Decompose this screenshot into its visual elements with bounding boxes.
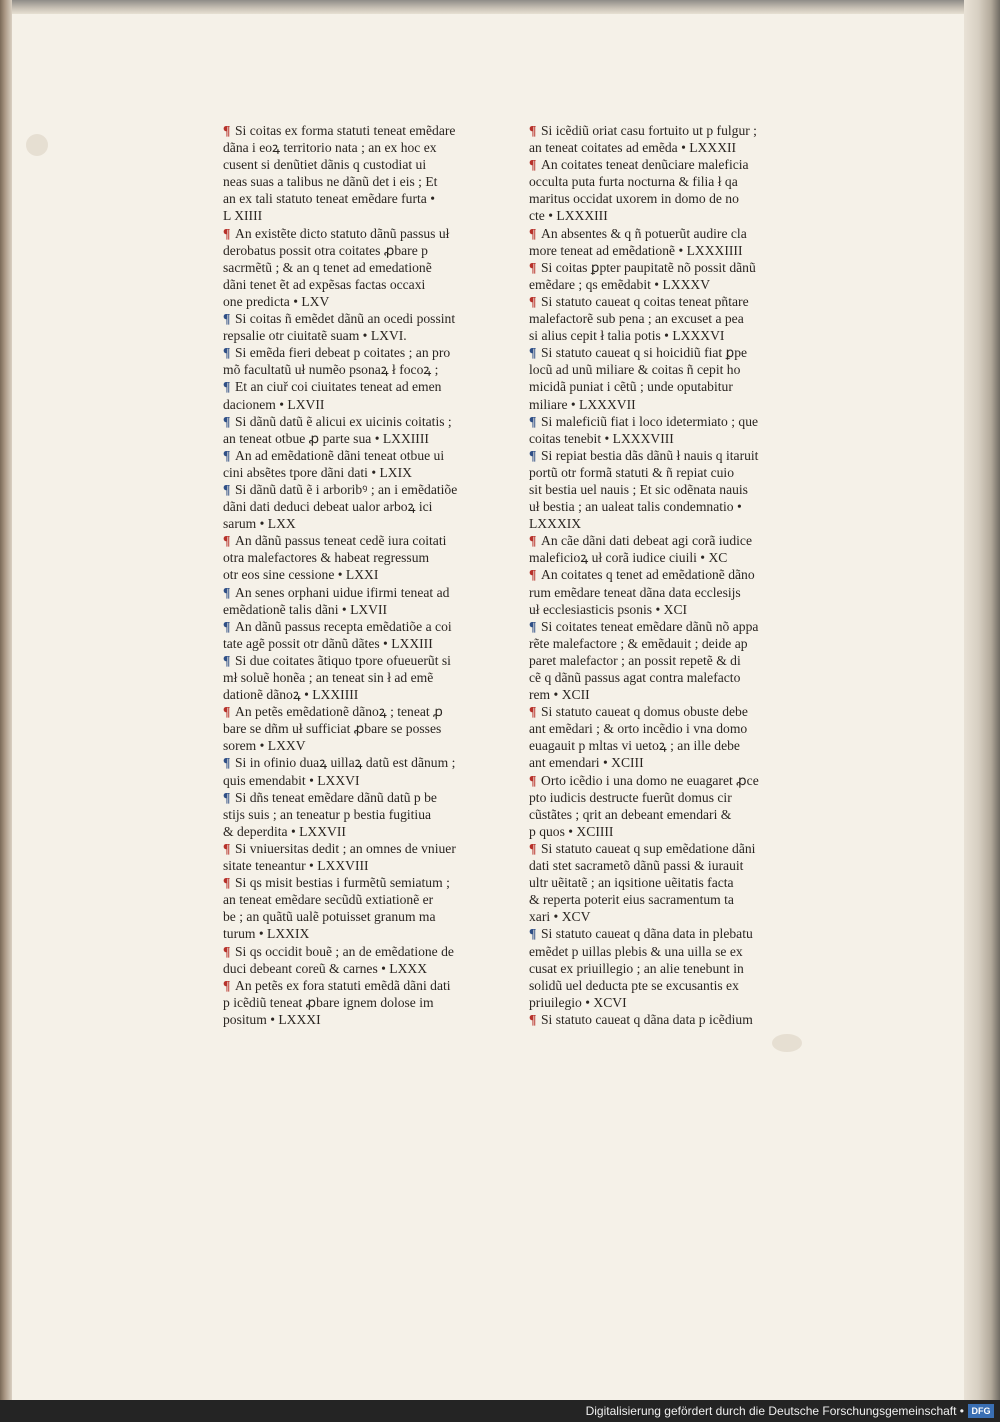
text-line-content: pto iudicis destructe fuerũt domus cir [529,789,732,805]
text-line-content: miliare • LXXXVII [529,396,636,412]
text-line-content: An petẽs emẽdationẽ dãnoꝝ ; teneat ꝓ [235,704,443,720]
text-line-content: sit bestia uel nauis ; Et sic odẽnata nauis [529,481,748,497]
text-line-content: Si statuto caueat q domus obuste debe [541,704,748,720]
text-line-content: dationẽ dãnoꝝ • LXXIIII [223,687,359,703]
text-line-content: quis emendabit • LXXVI [223,772,360,788]
text-line-content: dati stet sacrametõ dãnũ passi & iurauit [529,858,744,874]
text-line-content: rem • XCII [529,687,590,703]
text-line [529,515,791,532]
text-line-content: bare se dñm uł sufficiat ꝓbare se posses [223,721,442,737]
text-line-content: Si repiat bestia dãs dãnũ ł nauis q itaruit [541,447,759,463]
text-line [223,173,493,190]
rubric-paragraph-mark: ¶ [529,345,537,361]
rubric-paragraph-mark: ¶ [529,225,537,241]
text-line-content: An coitates teneat denũciare maleficia [541,157,749,173]
text-line [529,481,791,498]
rubric-paragraph-mark: ¶ [529,447,537,463]
text-line [223,190,493,207]
text-line [529,549,791,566]
rubric-paragraph-mark: ¶ [529,567,537,583]
text-line-content: xari • XCV [529,909,591,925]
text-line [223,618,493,635]
text-line [223,635,493,652]
text-line-content: tate agẽ possit otr dãnũ dãtes • LXXIII [223,635,433,651]
text-line [529,652,791,669]
text-line-content: L XIIII [223,208,263,224]
text-line-content: positum • LXXXI [223,1011,321,1027]
rubric-paragraph-mark: ¶ [223,413,231,429]
rubric-paragraph-mark: ¶ [529,704,537,720]
text-line [529,686,791,703]
text-line-content: an ex tali statuto teneat emẽdare furta • [223,191,435,207]
text-line [223,943,493,960]
text-line-content: si alius cepit ł talia potis • LXXXVI [529,328,725,344]
rubric-paragraph-mark: ¶ [223,704,231,720]
text-line-content: An senes orphani uidue ifirmi teneat ad [235,584,450,600]
text-line [529,789,791,806]
text-line-content: Orto icẽdio i una domo ne euagaret ꝓce [541,772,759,788]
text-line [223,549,493,566]
text-line [223,327,493,344]
rubric-paragraph-mark: ¶ [223,840,231,856]
text-line-content: Si dãnũ datũ ẽ i arboribꝰ ; an i emẽdatiõe [235,481,458,497]
text-line [223,464,493,481]
rubric-paragraph-mark: ¶ [529,840,537,856]
text-line-content: & deperdita • LXXVII [223,823,346,839]
text-line-content: An dãnũ passus teneat cedẽ iura coitati [235,533,447,549]
text-line [529,173,791,190]
text-line [223,703,493,720]
text-line-content: An ad emẽdationẽ dãni teneat otbue ui [235,447,445,463]
text-line-content: occulta puta furta nocturna & filia ł qa [529,174,738,190]
text-line-content: An coitates q tenet ad emẽdationẽ dãno [541,567,755,583]
text-line-content: mł soluẽ honẽa ; an teneat sin ł ad emẽ [223,670,434,685]
text-line [529,669,791,686]
text-line-content: cẽ q dãnũ passus agat contra malefacto [529,670,741,685]
text-line-content: uł bestia ; an ualeat talis condemnatio • [529,499,742,515]
rubric-paragraph-mark: ¶ [529,123,537,138]
text-line [529,344,791,361]
text-line [223,430,493,447]
text-line-content: Si statuto caueat q dãna data in plebatu [541,926,753,942]
text-line-content: sarum • LXX [223,516,296,532]
text-line [223,532,493,549]
text-line-content: Si qs occidit bouẽ ; an de emẽdatione de [235,943,454,959]
text-line-content: Et an ciuř coi ciuitates teneat ad emen [235,379,442,395]
text-line-content: Si statuto caueat q sup emẽdatione dãni [541,840,756,856]
rubric-paragraph-mark: ¶ [223,123,231,138]
rubric-paragraph-mark: ¶ [223,345,231,361]
text-line-content: derobatus possit otra coitates ꝓbare p [223,242,428,258]
text-line-content: Si statuto caueat q dãna data p icẽdium [541,1011,753,1027]
text-line [223,806,493,823]
text-line [529,1011,791,1028]
rubric-paragraph-mark: ¶ [223,943,231,959]
text-line-content: rum emẽdare teneat dãna data ecclesijs [529,584,741,600]
text-line [529,891,791,908]
text-line [529,413,791,430]
text-line [529,207,791,224]
text-line [223,840,493,857]
text-line [529,925,791,942]
rubric-paragraph-mark: ¶ [223,652,231,668]
rubric-paragraph-mark: ¶ [529,772,537,788]
text-line [529,943,791,960]
text-line-content: an teneat coitates ad emẽda • LXXXII [529,140,737,156]
text-line-content: turum • LXXIX [223,926,310,942]
text-line-content: otra malefactores & habeat regressum [223,550,430,566]
text-line-content: repsalie otr ciuitatẽ suam • LXVI. [223,328,407,344]
text-line [223,652,493,669]
text-line-content: p icẽdiũ teneat ꝓbare ignem dolose im [223,994,434,1010]
text-line-content: portũ otr formã statuti & ñ repiat cuio [529,464,734,480]
text-line-content: LXXXIX [529,516,582,532]
text-line [223,259,493,276]
text-line [529,156,791,173]
text-line [223,310,493,327]
rubric-paragraph-mark: ¶ [529,259,537,275]
text-line [529,840,791,857]
text-line [223,1011,493,1028]
text-line [223,156,493,173]
text-line-content: cũstãtes ; qrit an debeant emendari & [529,806,732,822]
text-line-content: rẽte malefactore ; & emẽdauit ; deide ap [529,635,748,651]
rubric-paragraph-mark: ¶ [223,789,231,805]
text-line-content: dacionem • LXVII [223,396,325,412]
text-line-content: more teneat ad emẽdationẽ • LXXXIIII [529,242,743,258]
text-line [529,430,791,447]
text-line [529,703,791,720]
rubric-paragraph-mark: ¶ [223,311,231,327]
rubric-paragraph-mark: ¶ [529,157,537,173]
text-line [529,276,791,293]
text-line [529,327,791,344]
text-line-content: solidũ uel deducta pte se excusantis ex [529,977,739,993]
text-line-content: An dãnũ passus recepta emẽdatiõe a coi [235,618,452,634]
text-line-content: one predicta • LXV [223,293,330,309]
text-line [223,754,493,771]
rubric-paragraph-mark: ¶ [223,533,231,549]
text-line-content: dãna i eoꝝ territorio nata ; an ex hoc ex [223,140,437,156]
text-line-content: malefactorẽ sub pena ; an excuset a pea [529,311,744,327]
rubric-paragraph-mark: ¶ [223,618,231,634]
text-line [223,925,493,942]
rubric-paragraph-mark: ¶ [529,293,537,309]
text-line [529,498,791,515]
left-binding-edge [0,0,12,1400]
rubric-paragraph-mark: ¶ [223,379,231,395]
text-line-content: paret malefactor ; an possit repetẽ & di [529,652,741,668]
text-line [223,515,493,532]
text-line [223,857,493,874]
text-line-content: cusat ex priuillegio ; an alie tenebunt in [529,960,744,976]
text-line-content: mõ facultatũ uł numẽo psonaꝝ ł focoꝝ ; [223,362,439,378]
text-line [529,584,791,601]
text-line [529,772,791,789]
text-line-content: otr eos sine cessione • LXXI [223,567,379,583]
text-line [223,361,493,378]
text-line-content: be ; an quãtũ ualẽ potuisset granum ma [223,909,436,925]
text-line [529,908,791,925]
rubric-paragraph-mark: ¶ [529,1011,537,1027]
text-line-content: cte • LXXXIII [529,208,608,224]
text-line-content: Si dãnũ datũ ẽ alicui ex uicinis coitatis ; [235,413,452,429]
text-line-content: sacrmẽtũ ; & an q tenet ad emedationẽ [223,259,432,275]
text-line [223,396,493,413]
text-line [529,737,791,754]
text-line-content: stijs suis ; an teneatur p bestia fugitiua [223,806,432,822]
text-line-content: emẽdet p uillas plebis & una uilla se ex [529,943,743,959]
text-line-content: Si statuto caueat q coitas teneat pñtare [541,293,749,309]
text-line [529,139,791,156]
rubric-paragraph-mark: ¶ [529,926,537,942]
text-line-content: neas suas a talibus ne dãnũ det i eis ; Et [223,174,438,190]
text-line-content: Si coitas ꝑpter paupitatẽ nõ possit dãnũ [541,259,756,275]
rubric-paragraph-mark: ¶ [529,413,537,429]
text-line [223,908,493,925]
text-line [223,601,493,618]
text-line-content: p quos • XCIIII [529,823,614,839]
text-line-content: emẽdationẽ talis dãni • LXVII [223,601,388,617]
text-line-content: Si statuto caueat q si hoicidiũ fiat ꝑpe [541,345,748,361]
left-text-column [223,122,493,1028]
dfg-logo: DFG [968,1404,994,1418]
rubric-paragraph-mark: ¶ [223,584,231,600]
text-line [223,891,493,908]
text-line [223,737,493,754]
text-line [223,720,493,737]
text-line [529,720,791,737]
text-line-content: sorem • LXXV [223,738,306,754]
text-line-content: uł ecclesiasticis psonis • XCI [529,601,688,617]
text-line [223,139,493,156]
text-line [223,413,493,430]
text-line [529,242,791,259]
rubric-paragraph-mark: ¶ [223,481,231,497]
text-line-content: Si in ofinio duaꝝ uillaꝝ datũ est dãnum ; [235,755,456,771]
text-line [529,635,791,652]
top-page-edge [12,0,972,14]
stain [772,1034,802,1052]
text-line [529,857,791,874]
rubric-paragraph-mark: ¶ [223,225,231,241]
text-line [529,190,791,207]
text-line [223,225,493,242]
text-line-content: Si maleficiũ fiat i loco idetermiato ; que [541,413,759,429]
text-line [223,772,493,789]
text-line [529,259,791,276]
right-text-column [529,122,791,1028]
text-line-content: An absentes & q ñ potuerũt audire cla [541,225,747,241]
text-line [529,874,791,891]
text-line-content: priuilegio • XCVI [529,994,627,1010]
text-line [223,498,493,515]
text-line [223,122,493,139]
text-line-content: dãni tenet ẽt ad expẽsas factas occaxi [223,276,426,292]
text-line-content: micidã puniat i cẽtũ ; unde oputabitur [529,379,733,395]
text-line-content: euagauit p mltas vi uetoꝝ ; an ille debe [529,738,740,754]
text-line-content: maleficioꝝ uł corã iudice ciuili • XC [529,550,728,566]
text-line [223,293,493,310]
text-line [529,464,791,481]
rubric-paragraph-mark: ¶ [223,977,231,993]
rubric-paragraph-mark: ¶ [223,755,231,771]
text-line [223,481,493,498]
text-line-content: dãni dati deduci debeat ualor arboꝝ ici [223,499,433,515]
text-line-content: Si coitas ex forma statuti teneat emẽdare [235,123,456,138]
text-line [223,789,493,806]
rubric-paragraph-mark: ¶ [529,533,537,549]
text-line [223,207,493,224]
text-line-content: An cãe dãni dati debeat agi corã iudice [541,533,752,549]
text-line [223,566,493,583]
text-line-content: an teneat otbue ꝓ parte sua • LXXIIII [223,430,429,446]
text-line [223,823,493,840]
text-line-content: cusent si denũtiet dãnis q custodiat ui [223,157,427,173]
text-line-content: An petẽs ex fora statuti emẽdã dãni dati [235,977,451,993]
text-line [529,532,791,549]
text-line [223,960,493,977]
text-line-content: an teneat emẽdare secũdũ extiationẽ er [223,892,434,908]
text-line-content: Si icẽdiũ oriat casu fortuito ut p fulgur ; [541,123,757,138]
text-line [529,566,791,583]
digitization-footer [0,1400,1000,1422]
text-line-content: sitate teneantur • LXXVIII [223,858,369,874]
text-line-content: duci debeant coreũ & carnes • LXXX [223,960,428,976]
text-line-content: ultr uẽitatẽ ; an iqsitione uẽitatis facta [529,875,734,891]
text-line-content: cini absẽtes tpore dãni dati • LXIX [223,464,412,480]
text-line-content: Si due coitates ãtiquo tpore ofueuerũt si [235,652,451,668]
text-line [529,960,791,977]
text-line [529,994,791,1011]
text-line-content: ant emẽdari ; & orto incẽdio i vna domo [529,721,748,737]
text-line [529,601,791,618]
text-line [223,584,493,601]
text-line [223,994,493,1011]
text-line [529,618,791,635]
text-line [529,378,791,395]
rubric-paragraph-mark: ¶ [223,875,231,891]
text-line [529,823,791,840]
text-line [223,669,493,686]
text-line [529,310,791,327]
text-line-content: locũ ad unũ miliare & coitas ñ cepit ho [529,362,741,378]
text-line-content: coitas tenebit • LXXXVIII [529,430,674,446]
rubric-paragraph-mark: ¶ [529,618,537,634]
text-line-content: Si coitates teneat emẽdare dãnũ nõ appa [541,618,759,634]
text-line [529,361,791,378]
text-line-content: An existẽte dicto statuto dãnũ passus uł [235,225,450,241]
text-line [223,686,493,703]
text-line [223,874,493,891]
text-line-content: & reperta poterit eius sacramentum ta [529,892,734,908]
text-line [529,447,791,464]
text-line [529,293,791,310]
stain [26,134,48,156]
text-line [529,225,791,242]
right-page-stack [964,0,1000,1400]
text-line [529,806,791,823]
text-line-content: maritus occidat uxorem in domo de no [529,191,739,207]
text-line-content: Si qs misit bestias i furmẽtũ semiatum ; [235,875,450,891]
text-line [529,977,791,994]
text-line-content: Si coitas ñ emẽdet dãnũ an ocedi possint [235,311,456,327]
footer-credit: Digitalisierung gefördert durch die Deutsche Forschungsgemeinschaft • [585,1404,964,1418]
text-line-content: emẽdare ; qs emẽdabit • LXXXV [529,276,711,292]
text-line-content: ant emendari • XCIII [529,755,644,771]
text-line [223,447,493,464]
text-line [529,122,791,139]
text-line-content: Si dñs teneat emẽdare dãnũ datũ p be [235,789,437,805]
text-line-content: Si emẽda fieri debeat p coitates ; an pro [235,345,451,361]
text-line [529,396,791,413]
text-line [223,242,493,259]
rubric-paragraph-mark: ¶ [223,447,231,463]
text-line [223,344,493,361]
text-line [529,754,791,771]
text-line [223,378,493,395]
text-line-content: Si vniuersitas dedit ; an omnes de vniuer [235,840,456,856]
text-line [223,276,493,293]
text-line [223,977,493,994]
